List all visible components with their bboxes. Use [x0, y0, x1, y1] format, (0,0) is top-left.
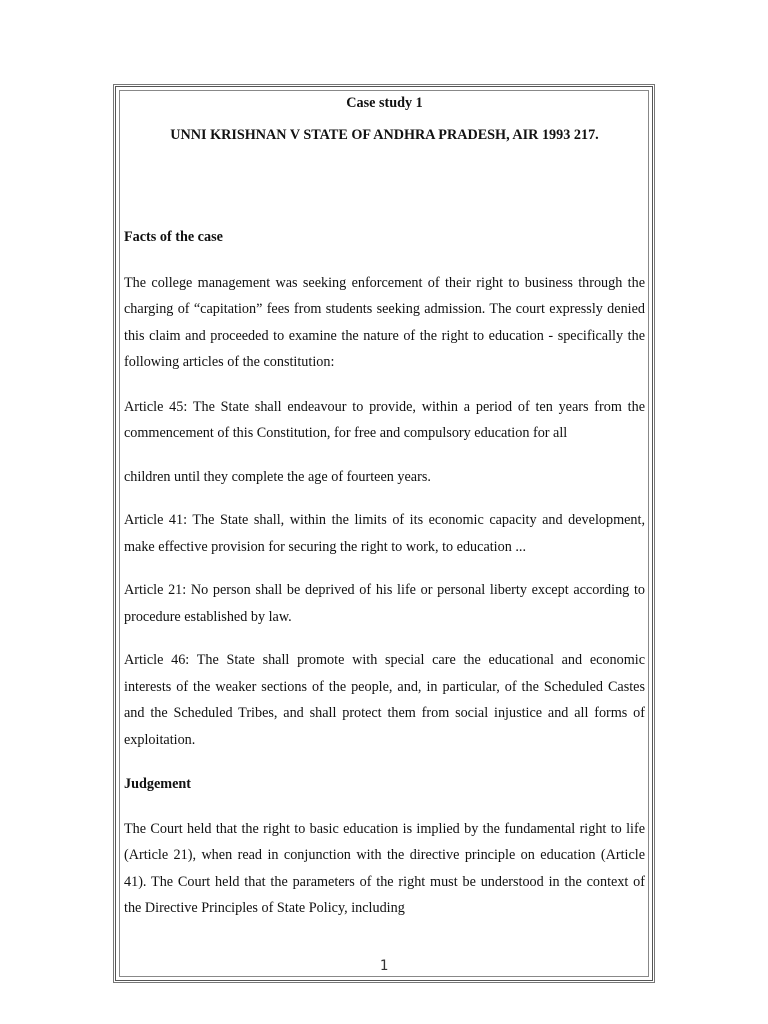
- judgement-paragraph: The Court held that the right to basic education is implied by the fundamental right to life (Article 21), when read in conjunction with the directive principle on education (Article 41). The Court held that the parameters of the right must be understood in the context of the Directive Principles of State Policy, including: [124, 820, 645, 916]
- document-body: [124, 90, 645, 922]
- article-21-paragraph: Article 21: No person shall be deprived of his life or personal liberty except according to procedure established by law.: [124, 582, 645, 625]
- article-45-continuation: children until they complete the age of fourteen years.: [124, 468, 431, 485]
- facts-heading: Facts of the case: [124, 229, 223, 245]
- case-study-label: Case study 1: [346, 95, 423, 111]
- article-46-paragraph: Article 46: The State shall promote with special care the educational and economic interests of the weaker sections of the people, and, in particular, of the Scheduled Castes and the Scheduled Tribes, and shall protect them from social injustice and all forms of exploitation.: [124, 652, 645, 748]
- article-41-paragraph: Article 41: The State shall, within the limits of its economic capacity and development, make effective provision for securing the right to work, to education ...: [124, 512, 645, 555]
- judgement-heading: Judgement: [124, 776, 191, 792]
- article-45-paragraph: Article 45: The State shall endeavour to provide, within a period of ten years from the commencement of this Constitution, for free and compulsory education for all: [124, 398, 645, 441]
- facts-paragraph: The college management was seeking enforcement of their right to business through the charging of “capitation” fees from students seeking admission. The court expressly denied this claim and proceeded to examine the nature of the right to education - specifically the following articles of the constitution:: [124, 274, 645, 370]
- case-name: UNNI KRISHNAN V STATE OF ANDHRA PRADESH, AIR 1993 217.: [170, 126, 599, 143]
- page-number: 1: [379, 958, 389, 974]
